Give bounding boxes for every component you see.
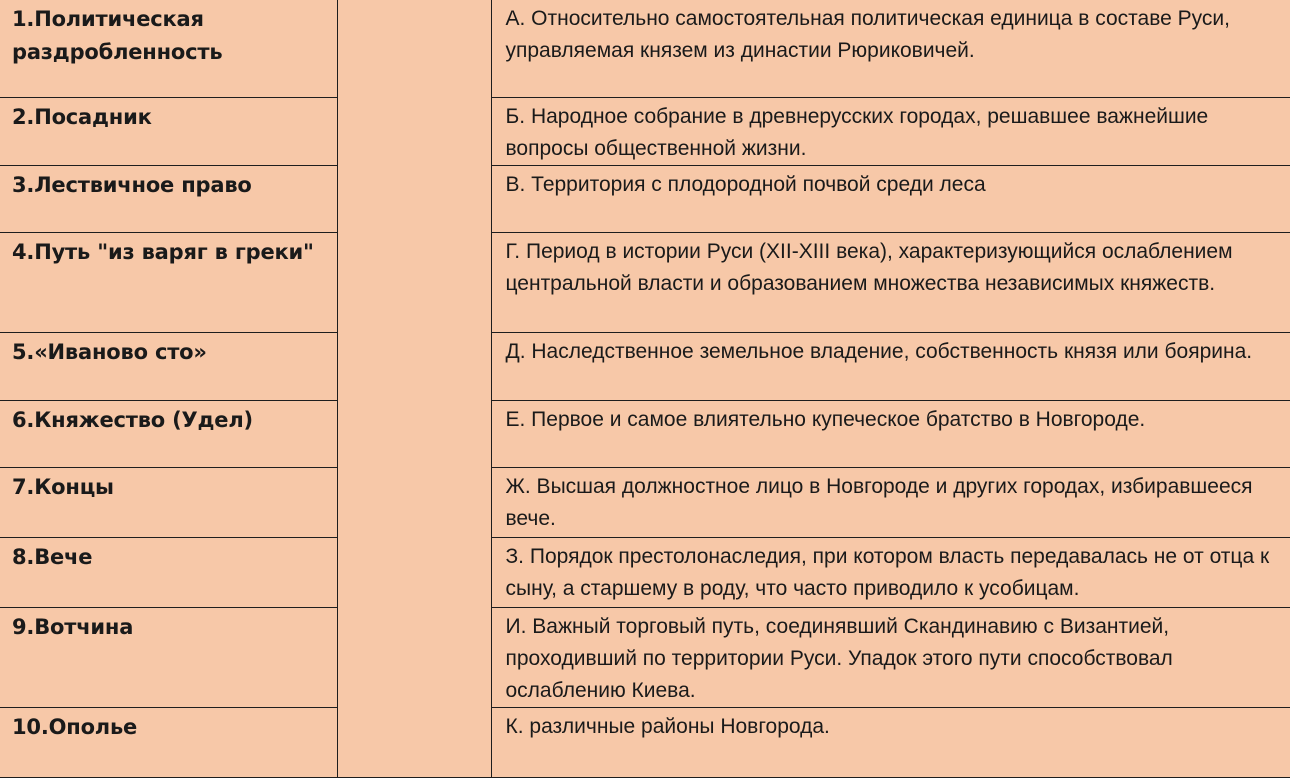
definition-cell: В. Территория с плодородной почвой среди леса <box>491 165 1290 232</box>
table-row <box>0 332 1290 400</box>
definition-cell: И. Важный торговый путь, соединявший Скандинавию с Византией, проходивший по территории Руси. Упадок этого пути способствовал ослаблению Киева. <box>491 607 1290 707</box>
table-row <box>0 707 1290 777</box>
table-row <box>0 0 1290 97</box>
definition-cell: Ж. Высшая должностное лицо в Новгороде и других городах, избиравшееся вече. <box>491 467 1290 537</box>
answer-column <box>337 0 491 777</box>
term-cell: 2.Посадник <box>0 97 337 165</box>
definition-cell: А. Относительно самостоятельная политическая единица в составе Руси, управляемая князем из династии Рюриковичей. <box>491 0 1290 97</box>
table-row <box>0 232 1290 332</box>
term-cell: 6.Княжество (Удел) <box>0 400 337 467</box>
term-cell: 9.Вотчина <box>0 607 337 707</box>
term-cell: 10.Ополье <box>0 707 337 777</box>
table-row <box>0 97 1290 165</box>
definition-cell: К. различные районы Новгорода. <box>491 707 1290 777</box>
term-cell: 1.Политическая раздробленность <box>0 0 337 97</box>
term-cell: 3.Лествичное право <box>0 165 337 232</box>
definition-cell: Г. Период в истории Руси (XII-XIII века), характеризующийся ослаблением центральной власти и образованием множества независимых княжеств. <box>491 232 1290 332</box>
table-row <box>0 467 1290 537</box>
term-cell: 8.Вече <box>0 537 337 607</box>
table-row <box>0 400 1290 467</box>
table-row <box>0 537 1290 607</box>
table-row <box>0 165 1290 232</box>
definition-cell: Е. Первое и самое влиятельно купеческое братство в Новгороде. <box>491 400 1290 467</box>
term-cell: 7.Концы <box>0 467 337 537</box>
term-cell: 5.«Иваново сто» <box>0 332 337 400</box>
definition-cell: З. Порядок престолонаследия, при котором власть передавалась не от отца к сыну, а старшему в роду, что часто приводило к усобицам. <box>491 537 1290 607</box>
term-cell: 4.Путь "из варяг в греки" <box>0 232 337 332</box>
definition-cell: Д. Наследственное земельное владение, собственность князя или боярина. <box>491 332 1290 400</box>
definition-cell: Б. Народное собрание в древнерусских городах, решавшее важнейшие вопросы общественной жизни. <box>491 97 1290 165</box>
table-row <box>0 607 1290 707</box>
